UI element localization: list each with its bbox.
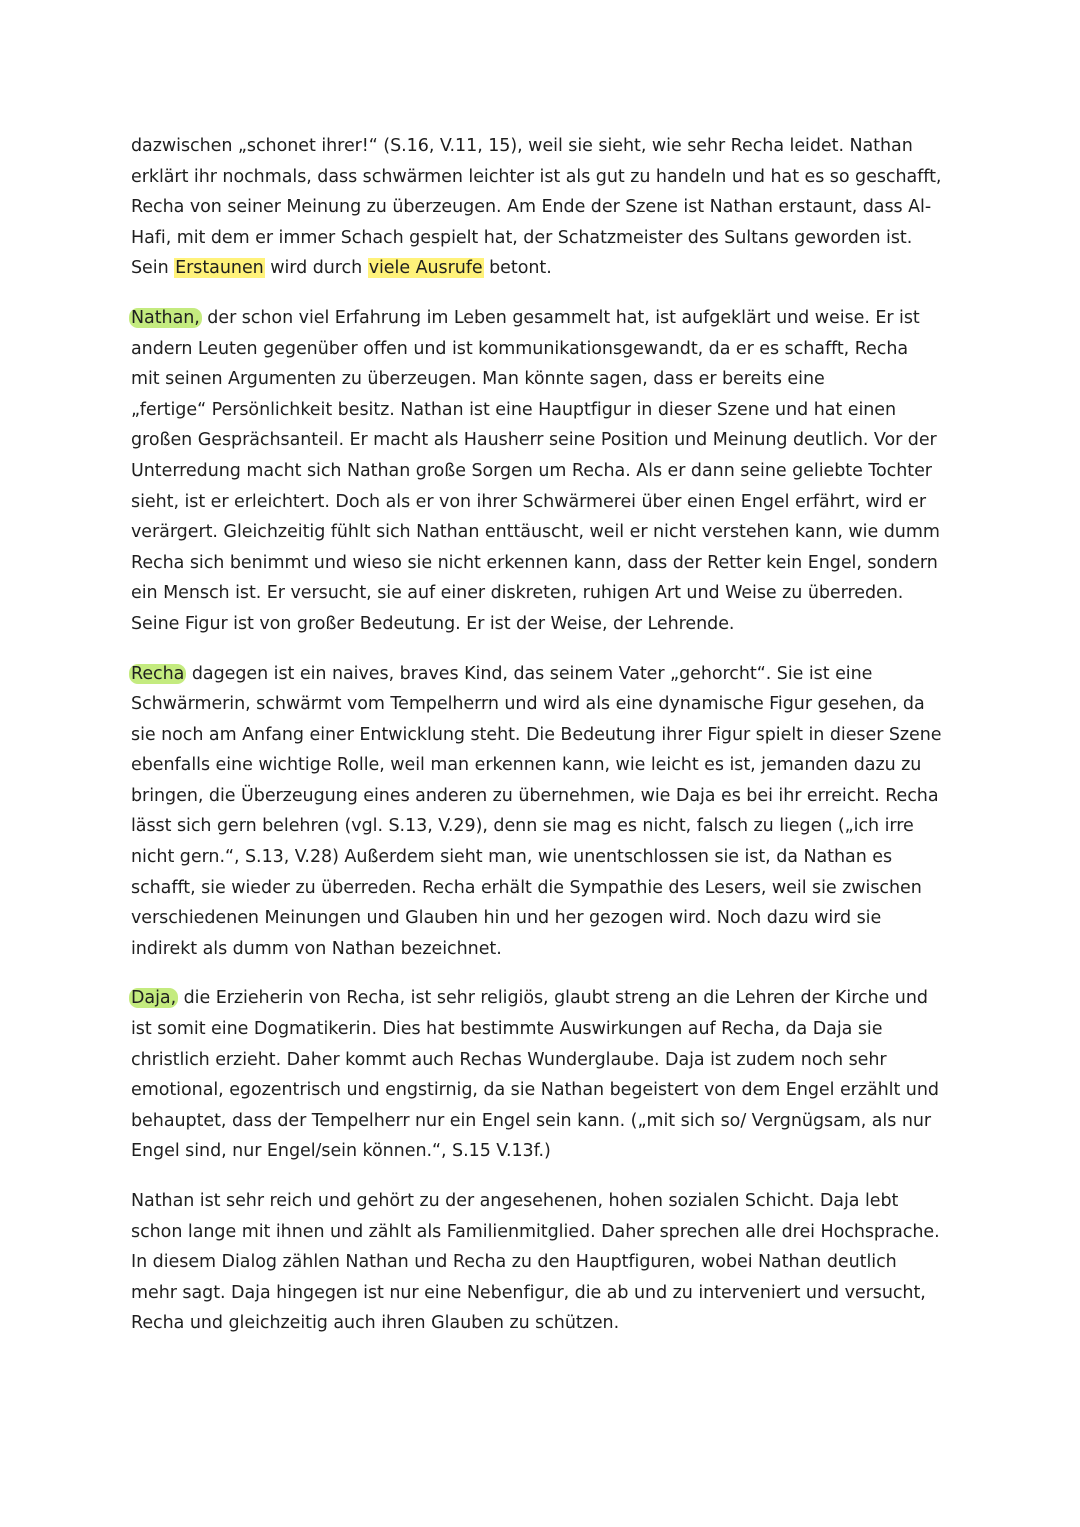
text-segment: „fertige“ Persönlichkeit besitz. Nathan ist eine Hauptfigur in dieser Szene und hat einen — [131, 399, 897, 420]
text-segment: schafft, sie wieder zu überreden. Recha erhält die Sympathie des Lesers, weil sie zwischen — [131, 877, 922, 898]
text-segment: sieht, ist er erleichtert. Doch als er von ihrer Schwärmerei über einen Engel erfährt, wird er — [131, 491, 926, 512]
text-line — [131, 903, 961, 934]
text-line — [131, 578, 961, 609]
text-line — [131, 425, 961, 456]
text-segment: dagegen ist ein naives, braves Kind, das seinem Vater „gehorcht“. Sie ist eine — [186, 663, 873, 684]
text-segment: andern Leuten gegenüber offen und ist kommunikationsgewandt, da er es schafft, Recha — [131, 338, 909, 359]
text-segment: Engel sind, nur Engel/sein können.“, S.15 V.13f.) — [131, 1141, 551, 1162]
text-segment: christlich erzieht. Daher kommt auch Rechas Wunderglaube. Daja ist zudem noch sehr — [131, 1049, 887, 1070]
paragraph — [131, 1186, 961, 1339]
text-line — [131, 223, 961, 254]
text-segment: Schwärmerin, schwärmt vom Tempelherrn und wird als eine dynamische Figur gesehen, da — [131, 694, 925, 715]
text-segment: sie noch am Anfang einer Entwicklung steht. Die Bedeutung ihrer Figur spielt in dieser Szene — [131, 724, 942, 745]
text-segment: behauptet, dass der Tempelherr nur ein Engel sein kann. („mit sich so/ Vergnügsam, als nur — [131, 1110, 932, 1131]
text-line — [131, 487, 961, 518]
text-segment: Seine Figur ist von großer Bedeutung. Er ist der Weise, der Lehrende. — [131, 613, 735, 634]
text-segment: Unterredung macht sich Nathan große Sorgen um Recha. Als er dann seine geliebte Tochter — [131, 460, 932, 481]
text-segment: Nathan ist sehr reich und gehört zu der angesehenen, hohen sozialen Schicht. Daja lebt — [131, 1191, 899, 1211]
text-line — [131, 811, 961, 842]
text-line — [131, 548, 961, 579]
text-line — [131, 253, 961, 284]
text-segment: Recha und gleichzeitig auch ihren Glauben zu schützen. — [131, 1313, 620, 1334]
text-line — [131, 334, 961, 365]
text-segment: mit seinen Argumenten zu überzeugen. Man könnte sagen, dass er bereits eine — [131, 369, 825, 390]
text-segment: betont. — [483, 258, 552, 279]
text-segment: In diesem Dialog zählen Nathan und Recha zu den Hauptfiguren, wobei Nathan deutlich — [131, 1252, 897, 1273]
highlighted-character-name: Daja, — [131, 988, 177, 1009]
text-segment: Sein — [131, 258, 175, 279]
text-line — [131, 364, 961, 395]
text-segment: wird durch — [264, 258, 368, 279]
text-segment: erklärt ihr nochmals, dass schwärmen leichter ist als gut zu handeln und hat es so geschafft, — [131, 166, 942, 187]
text-line — [131, 659, 961, 690]
highlighted-text: Erstaunen — [175, 258, 264, 279]
text-segment: verärgert. Gleichzeitig fühlt sich Nathan enttäuscht, weil er nicht verstehen kann, wie dumm — [131, 522, 940, 543]
highlighted-character-name: Nathan, — [131, 307, 200, 328]
text-segment: emotional, egozentrisch und engstirnig, da sie Nathan begeistert von dem Engel erzählt und — [131, 1080, 939, 1101]
text-line — [131, 720, 961, 751]
text-line — [131, 1075, 961, 1106]
text-line — [131, 517, 961, 548]
text-segment: Hafi, mit dem er immer Schach gespielt hat, der Schatzmeister des Sultans geworden ist. — [131, 227, 913, 248]
text-line — [131, 842, 961, 873]
text-line — [131, 1106, 961, 1137]
text-segment: großen Gesprächsanteil. Er macht als Hausherr seine Position und Meinung deutlich. Vor der — [131, 430, 937, 451]
text-line — [131, 934, 961, 965]
text-line — [131, 303, 961, 334]
text-segment: mehr sagt. Daja hingegen ist nur eine Nebenfigur, die ab und zu interveniert und versucht, — [131, 1282, 926, 1303]
text-line — [131, 1278, 961, 1309]
text-line — [131, 1247, 961, 1278]
paragraph — [131, 659, 961, 965]
text-segment: bringen, die Überzeugung eines anderen zu übernehmen, wie Daja es bei ihr erreicht. Recha — [131, 785, 939, 806]
text-line — [131, 456, 961, 487]
paragraph — [131, 983, 961, 1167]
text-line — [131, 873, 961, 904]
text-segment: indirekt als dumm von Nathan bezeichnet. — [131, 938, 502, 959]
text-segment: ist somit eine Dogmatikerin. Dies hat bestimmte Auswirkungen auf Recha, da Daja sie — [131, 1019, 883, 1040]
text-line — [131, 781, 961, 812]
paragraph — [131, 131, 961, 284]
text-segment: verschiedenen Meinungen und Glauben hin und her gezogen wird. Noch dazu wird sie — [131, 908, 882, 929]
text-segment: schon lange mit ihnen und zählt als Familienmitglied. Daher sprechen alle drei Hochsprache. — [131, 1221, 940, 1242]
text-segment: der schon viel Erfahrung im Leben gesammelt hat, ist aufgeklärt und weise. Er ist — [201, 307, 920, 328]
text-line — [131, 983, 961, 1014]
text-line — [131, 395, 961, 426]
text-segment: nicht gern.“, S.13, V.28) Außerdem sieht man, wie unentschlossen sie ist, da Nathan es — [131, 847, 893, 868]
highlighted-character-name: Recha — [131, 663, 185, 684]
text-line — [131, 1045, 961, 1076]
text-line — [131, 192, 961, 223]
text-line — [131, 1186, 961, 1217]
text-segment: Recha von seiner Meinung zu überzeugen. Am Ende der Szene ist Nathan erstaunt, dass Al- — [131, 197, 932, 218]
text-line — [131, 162, 961, 193]
text-line — [131, 1014, 961, 1045]
text-line — [131, 750, 961, 781]
text-line — [131, 1308, 961, 1339]
text-line — [131, 1217, 961, 1248]
text-segment: ebenfalls eine wichtige Rolle, weil man erkennen kann, wie leicht es ist, jemanden dazu zu — [131, 755, 922, 776]
document-page — [131, 131, 961, 1358]
text-segment: die Erzieherin von Recha, ist sehr religiös, glaubt streng an die Lehren der Kirche und — [178, 988, 928, 1009]
paragraph — [131, 303, 961, 640]
text-segment: dazwischen „schonet ihrer!“ (S.16, V.11, 15), weil sie sieht, wie sehr Recha leidet. Nathan — [131, 136, 913, 156]
text-line — [131, 689, 961, 720]
text-line — [131, 131, 961, 162]
text-segment: Recha sich benimmt und wieso sie nicht erkennen kann, dass der Retter kein Engel, sondern — [131, 552, 938, 573]
highlighted-text: viele Ausrufe — [368, 258, 483, 279]
text-segment: ein Mensch ist. Er versucht, sie auf einer diskreten, ruhigen Art und Weise zu überreden. — [131, 583, 904, 604]
text-line — [131, 1136, 961, 1167]
text-segment: lässt sich gern belehren (vgl. S.13, V.29), denn sie mag es nicht, falsch zu liegen („ich irre — [131, 816, 914, 837]
text-line — [131, 609, 961, 640]
